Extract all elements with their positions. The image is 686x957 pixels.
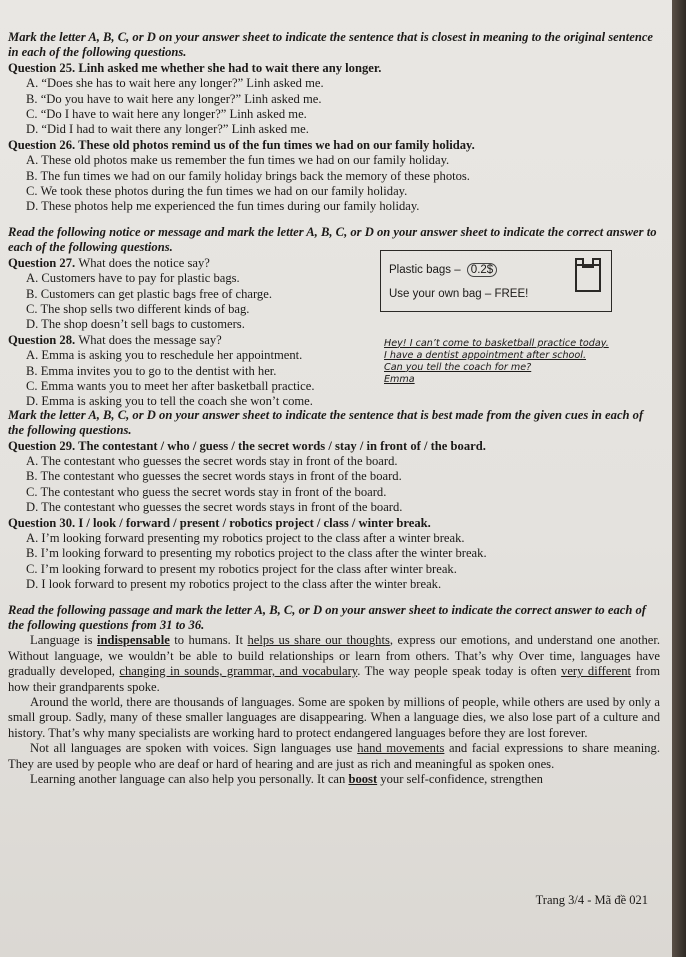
question-28: Question 28. What does the message say? <box>8 332 222 347</box>
passage-paragraph-4: Learning another language can also help you personally. It can boost your self-confidence, strengthen <box>30 772 543 787</box>
q28-option-a: A. Emma is asking you to reschedule her appointment. <box>26 348 303 363</box>
instruction-passage: Read the following passage and mark the letter A, B, C, or D on your answer sheet to indicate the correct answer to each of the following questions from 31 to 36. <box>8 602 646 632</box>
question-27: Question 27. What does the notice say? <box>8 255 210 270</box>
passage-paragraph-1: Language is indispensable to humans. It helps us share our thoughts, express our emotions, and understand one another. Without language, we wouldn’t be able to build relationships or learn from others. That’s why Over time, languages have gradually developed, changing in sounds, grammar, and vocabulary. The way people speak today is often very different from how their grandparents spoke. <box>8 633 660 694</box>
passage-paragraph-2: Around the world, there are thousands of languages. Some are spoken by millions of people, while others are used by only a small group. Sadly, many of these smaller languages are disappearing. When a language dies, we also lose part of a culture and history. That’s why many specialists are working hard to protect endangered languages before they are lost forever. <box>8 695 660 740</box>
q30-option-d: D. I look forward to present my robotics project to the class after the winter break. <box>26 577 442 592</box>
question-29: Question 29. The contestant / who / guess / the secret words / stay / in front of / the board. <box>8 438 486 453</box>
q26-option-c: C. We took these photos during the fun times we had on our family holiday. <box>26 184 408 199</box>
q25-option-a: A. “Does she has to wait here any longer?” Linh asked me. <box>26 76 324 91</box>
notice-line-1: Plastic bags – 0.2$ <box>389 263 497 278</box>
shopping-bag-icon <box>573 257 603 293</box>
q30-option-c: C. I’m looking forward to present my robotics project for the class after winter break. <box>26 561 457 576</box>
q28-option-d: D. Emma is asking you to tell the coach she won’t come. <box>26 394 313 409</box>
instruction-cues: Mark the letter A, B, C, or D on your answer sheet to indicate the sentence that is best made from the given cues in each of the following questions. <box>8 407 644 438</box>
instruction-notice: Read the following notice or message and mark the letter A, B, C, or D on your answer sheet to indicate the correct answer to each of the following questions. <box>8 224 657 255</box>
price-tag: 0.2$ <box>467 263 497 277</box>
page-edge <box>672 0 686 957</box>
q29-option-d: D. The contestant who guesses the secret words stays in front of the board. <box>26 500 403 515</box>
instruction-synonym: Mark the letter A, B, C, or D on your answer sheet to indicate the sentence that is closest in meaning to the original sentence in each of the following questions. <box>8 30 654 60</box>
q26-option-d: D. These photos help me experienced the fun times during our family holiday. <box>26 199 420 214</box>
q25-option-b: B. “Do you have to wait here any longer?” Linh asked me. <box>26 91 322 106</box>
q30-option-b: B. I’m looking forward to presenting my robotics project to the class after the winter break. <box>26 546 487 561</box>
q29-option-c: C. The contestant who guess the secret words stay in front of the board. <box>26 484 387 499</box>
q29-option-a: A. The contestant who guesses the secret words stay in front of the board. <box>26 453 398 468</box>
q28-option-c: C. Emma wants you to meet her after basketball practice. <box>26 378 315 393</box>
exam-content <box>8 30 660 787</box>
phrase-helps-share: helps us share our thoughts <box>247 633 390 648</box>
q25-option-d: D. “Did I had to wait there any longer?” Linh asked me. <box>26 122 309 137</box>
q30-option-a: A. I’m looking forward presenting my robotics project to the class after a winter break. <box>26 530 465 545</box>
message-line-2: I have a dentist appointment after school. <box>384 349 587 361</box>
phrase-hand-movements: hand movements <box>357 741 445 756</box>
q26-option-b: B. The fun times we had on our family holiday brings back the memory of these photos. <box>26 168 470 183</box>
page-footer: Trang 3/4 - Mã đề 021 <box>535 893 648 907</box>
q29-option-b: B. The contestant who guesses the secret words stays in front of the board. <box>26 469 402 484</box>
notice-section <box>8 256 660 408</box>
q28-option-b: B. Emma invites you to go to the dentist with her. <box>26 363 277 378</box>
question-25: Question 25. Linh asked me whether she had to wait there any longer. <box>8 60 382 75</box>
word-boost: boost <box>348 772 378 787</box>
question-26: Question 26. These old photos remind us of the fun times we had on our family holiday. <box>8 137 475 152</box>
notice-line-2: Use your own bag – FREE! <box>389 287 529 300</box>
q27-option-c: C. The shop sells two different kinds of bag. <box>26 301 250 316</box>
message-note <box>384 338 654 386</box>
message-line-3: Can you tell the coach for me? <box>384 361 532 373</box>
message-signature: Emma <box>384 373 415 385</box>
q27-option-a: A. Customers have to pay for plastic bags. <box>26 271 240 286</box>
question-30: Question 30. I / look / forward / present / robotics project / class / winter break. <box>8 515 431 530</box>
message-line-1: Hey! I can’t come to basketball practice today. <box>384 337 609 349</box>
passage-paragraph-3: Not all languages are spoken with voices. Sign languages use hand movements and facial expressions to share meaning. They are used by people who are deaf or hard of hearing and are just as rich and meaningful as spoken ones. <box>8 741 660 771</box>
q27-option-d: D. The shop doesn’t sell bags to customers. <box>26 317 245 332</box>
phrase-very-different: very different <box>561 664 632 679</box>
notice-box <box>380 250 612 312</box>
phrase-changing: changing in sounds, grammar, and vocabulary <box>119 664 358 679</box>
q26-option-a: A. These old photos make us remember the fun times we had on our family holiday. <box>26 153 450 168</box>
word-indispensable: indispensable <box>96 633 170 648</box>
q25-option-c: C. “Do I have to wait here any longer?” Linh asked me. <box>26 107 307 122</box>
q27-option-b: B. Customers can get plastic bags free of charge. <box>26 286 272 301</box>
